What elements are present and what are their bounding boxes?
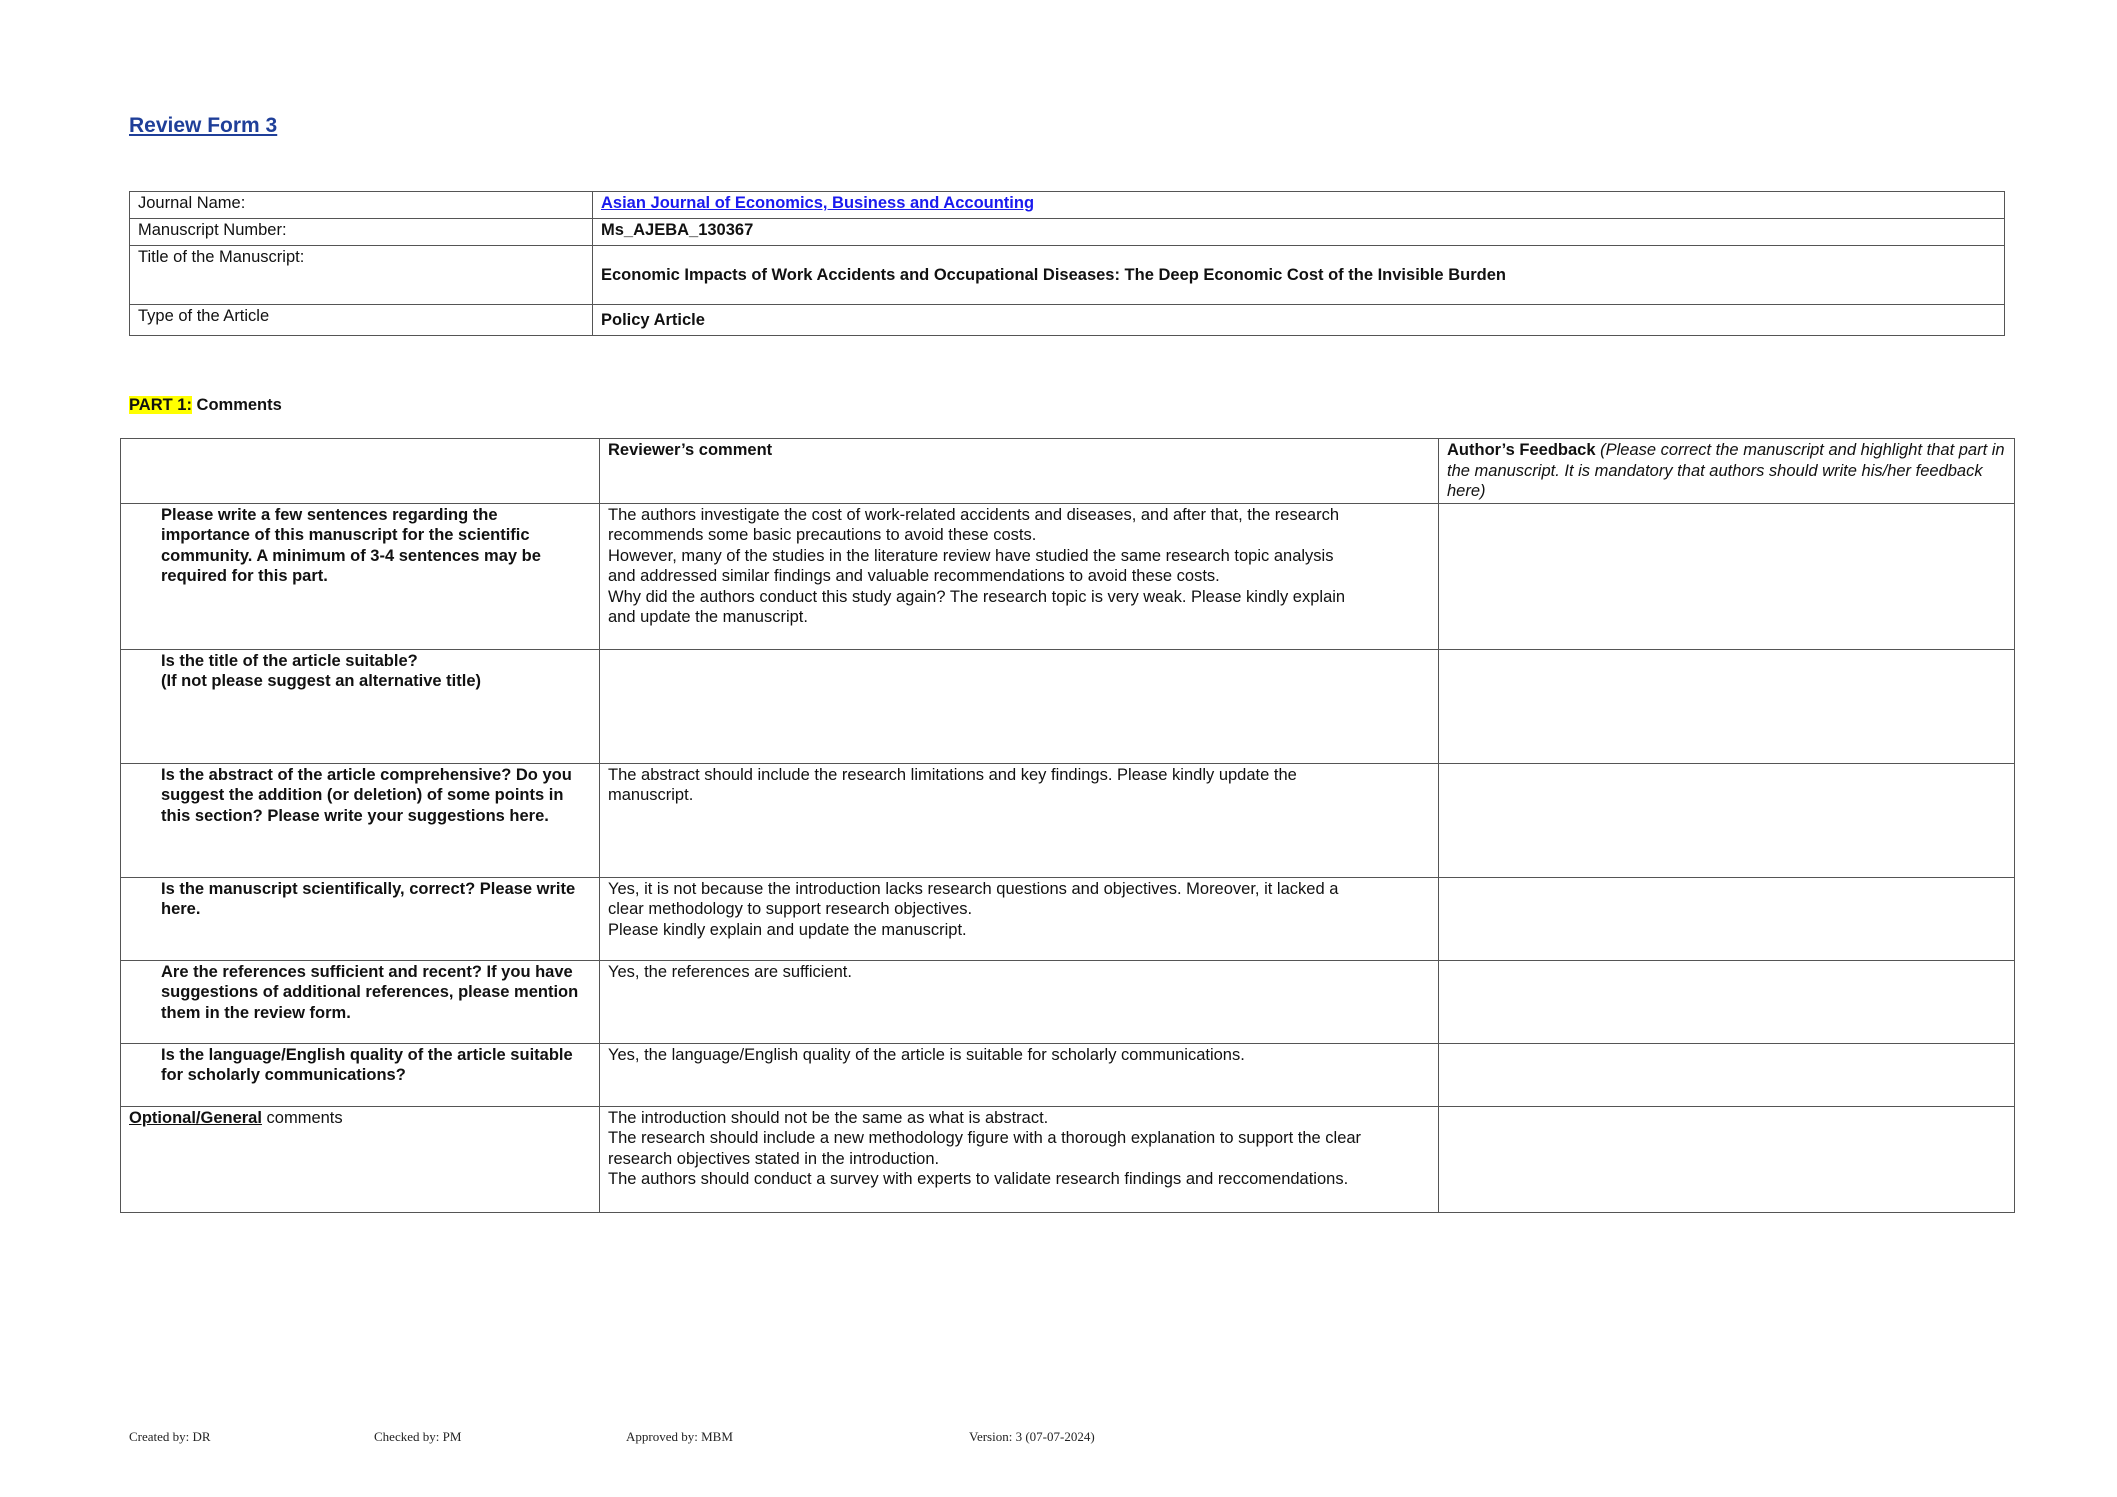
reviewer-comment[interactable]: Yes, the language/English quality of the article is suitable for scholarly communications.	[600, 1043, 1439, 1106]
journal-row	[130, 192, 2005, 219]
author-feedback-title: Author’s Feedback	[1447, 441, 1596, 459]
table-row	[121, 503, 2015, 649]
form-title[interactable]: Review Form 3	[129, 114, 278, 137]
article-type-label: Type of the Article	[130, 305, 593, 336]
author-feedback-cell[interactable]	[1439, 1043, 2015, 1106]
journal-link[interactable]: Asian Journal of Economics, Business and Accounting	[601, 194, 1035, 212]
author-feedback-cell[interactable]	[1439, 763, 2015, 877]
optional-comments-row	[121, 1106, 2015, 1212]
question-language: Is the language/English quality of the article suitable for scholarly communications?	[121, 1043, 600, 1106]
author-feedback-instructions: (Please correct the manuscript and highlight that part in the manuscript. It is mandatory that authors should write his/her feedback here)	[1447, 441, 2005, 500]
reviewer-comment[interactable]	[600, 649, 1439, 763]
manuscript-number-label: Manuscript Number:	[130, 219, 593, 246]
author-feedback-cell[interactable]	[1439, 649, 2015, 763]
comments-table	[120, 438, 2015, 1213]
manuscript-title-label: Title of the Manuscript:	[130, 246, 593, 305]
optional-suffix: comments	[261, 1108, 343, 1127]
manuscript-number-value: Ms_AJEBA_130367	[593, 219, 2005, 246]
article-type-value: Policy Article	[593, 305, 2005, 336]
article-type-row	[130, 305, 2005, 336]
footer-checked: Checked by: PM	[374, 1429, 462, 1444]
footer-approved: Approved by: MBM	[626, 1429, 733, 1444]
optional-reviewer-comment[interactable]: The introduction should not be the same as what is abstract. The research should include a new methodology figure with a thorough explanation to support the clear research objectives stated in the introduction. The authors should conduct a survey with experts to validate research findings and reccomendations.	[600, 1106, 1439, 1212]
question-title: Is the title of the article suitable? (If not please suggest an alternative title)	[121, 649, 600, 763]
question-importance: Please write a few sentences regarding the importance of this manuscript for the scientific community. A minimum of 3-4 sentences may be required for this part.	[121, 503, 600, 649]
reviewer-comment[interactable]: The abstract should include the research limitations and key findings. Please kindly update the manuscript.	[600, 763, 1439, 877]
reviewer-comment[interactable]: The authors investigate the cost of work-related accidents and diseases, and after that, the research recommends some basic precautions to avoid these costs. However, many of the studies in the literature review have studied the same research topic analysis and addressed similar findings and valuable recommendations to avoid these costs. Why did the authors conduct this study again? The research topic is very weak. Please kindly explain and update the manuscript.	[600, 503, 1439, 649]
optional-author-feedback[interactable]	[1439, 1106, 2015, 1212]
author-feedback-header	[1439, 439, 2015, 504]
author-feedback-cell[interactable]	[1439, 503, 2015, 649]
part-label: PART 1:	[129, 396, 192, 414]
reviewer-comment[interactable]: Yes, the references are sufficient.	[600, 960, 1439, 1043]
manuscript-title-value: Economic Impacts of Work Accidents and Occupational Diseases: The Deep Economic Cost of the Invisible Burden	[593, 246, 2005, 305]
part-heading	[129, 396, 282, 415]
table-row	[121, 649, 2015, 763]
manuscript-title-row	[130, 246, 2005, 305]
question-scientific: Is the manuscript scientifically, correct? Please write here.	[121, 877, 600, 960]
manuscript-info-table	[129, 191, 2005, 336]
footer-version: Version: 3 (07-07-2024)	[969, 1429, 1095, 1444]
reviewer-comment[interactable]: Yes, it is not because the introduction lacks research questions and objectives. Moreover, it lacked a clear methodology to support research objectives. Please kindly explain and update the manuscript.	[600, 877, 1439, 960]
reviewer-comment-header: Reviewer’s comment	[600, 439, 1439, 504]
manuscript-number-row	[130, 219, 2005, 246]
question-header	[121, 439, 600, 504]
author-feedback-cell[interactable]	[1439, 960, 2015, 1043]
table-row	[121, 877, 2015, 960]
question-references: Are the references sufficient and recent? If you have suggestions of additional references, please mention them in the review form.	[121, 960, 600, 1043]
table-row	[121, 960, 2015, 1043]
footer-created: Created by: DR	[129, 1429, 211, 1444]
optional-general-label: Optional/General	[129, 1108, 262, 1127]
journal-label: Journal Name:	[130, 192, 593, 219]
author-feedback-cell[interactable]	[1439, 877, 2015, 960]
part-title: Comments	[191, 396, 282, 414]
table-row	[121, 1043, 2015, 1106]
question-abstract: Is the abstract of the article comprehensive? Do you suggest the addition (or deletion) of some points in this section? Please write your suggestions here.	[121, 763, 600, 877]
optional-comments-label	[121, 1106, 600, 1212]
comments-header-row	[121, 439, 2015, 504]
table-row	[121, 763, 2015, 877]
